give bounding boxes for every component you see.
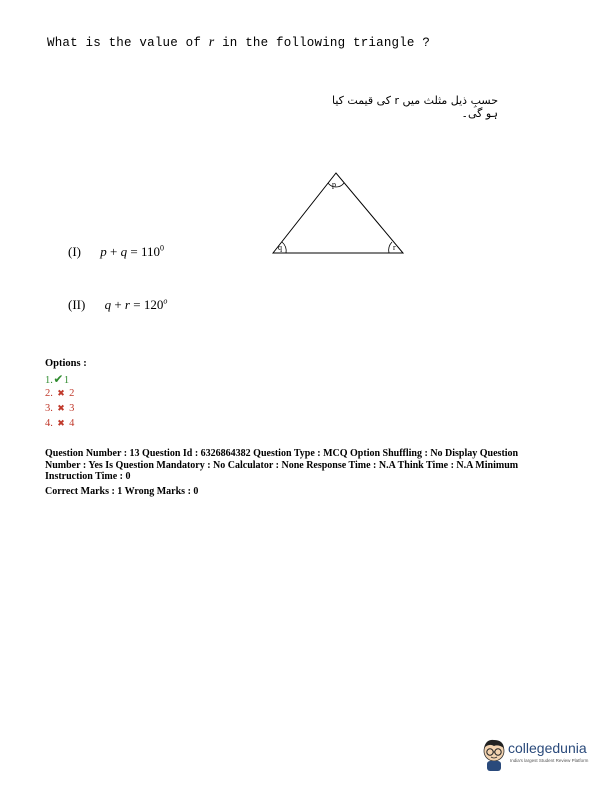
angle-arc-top	[328, 183, 344, 187]
statement-two-equation: q + r = 120$^o$	[104, 297, 168, 313]
angle-label-q: q	[278, 243, 282, 252]
angle-label-p: p	[332, 180, 336, 189]
statement-two-number: (II)	[68, 297, 86, 313]
cross-icon: ✖	[57, 418, 65, 428]
statement-one-equation: $p + q = 110^0$	[100, 244, 164, 260]
urdu-question-text: حسبِ ذیل مثلث میں r کی قیمت کیا ہو گی۔	[331, 94, 498, 120]
angle-label-r: r	[393, 243, 396, 252]
option-3: 3. ✖ 3	[45, 403, 75, 414]
cross-icon: ✖	[57, 388, 65, 398]
option-4: 4. ✖ 4	[45, 418, 75, 429]
check-icon: ✔	[53, 372, 64, 386]
logo-wordmark: collegedunia	[508, 740, 587, 756]
options-label: Options :	[45, 358, 87, 369]
question-prefix: What is the value of	[47, 36, 202, 50]
statement-one-number: (I)	[68, 244, 81, 260]
marks-info: Correct Marks : 1 Wrong Marks : 0	[45, 486, 199, 497]
logo-mascot-icon	[480, 738, 508, 772]
triangle-figure	[268, 170, 408, 260]
cross-icon: ✖	[57, 403, 65, 413]
question-text	[47, 35, 430, 51]
question-suffix: in the following triangle ?	[222, 36, 431, 50]
statement-two	[68, 297, 167, 313]
option-1: 1.✔1	[45, 372, 70, 386]
angle-arc-right	[389, 242, 392, 253]
question-variable: r	[208, 35, 215, 50]
question-metadata: Question Number : 13 Question Id : 6326864382 Question Type : MCQ Option Shuffling : No Display Question Number : Yes Is Question Mandatory : No Calculator : None Response Time : N.A Think Time : N.A Minimum Instruction Time : 0	[45, 448, 519, 482]
logo-tagline: India's largest Student Review Platform	[510, 758, 589, 763]
statement-one	[68, 244, 164, 260]
option-2: 2. ✖ 2	[45, 388, 75, 399]
angle-arc-left	[282, 242, 286, 253]
